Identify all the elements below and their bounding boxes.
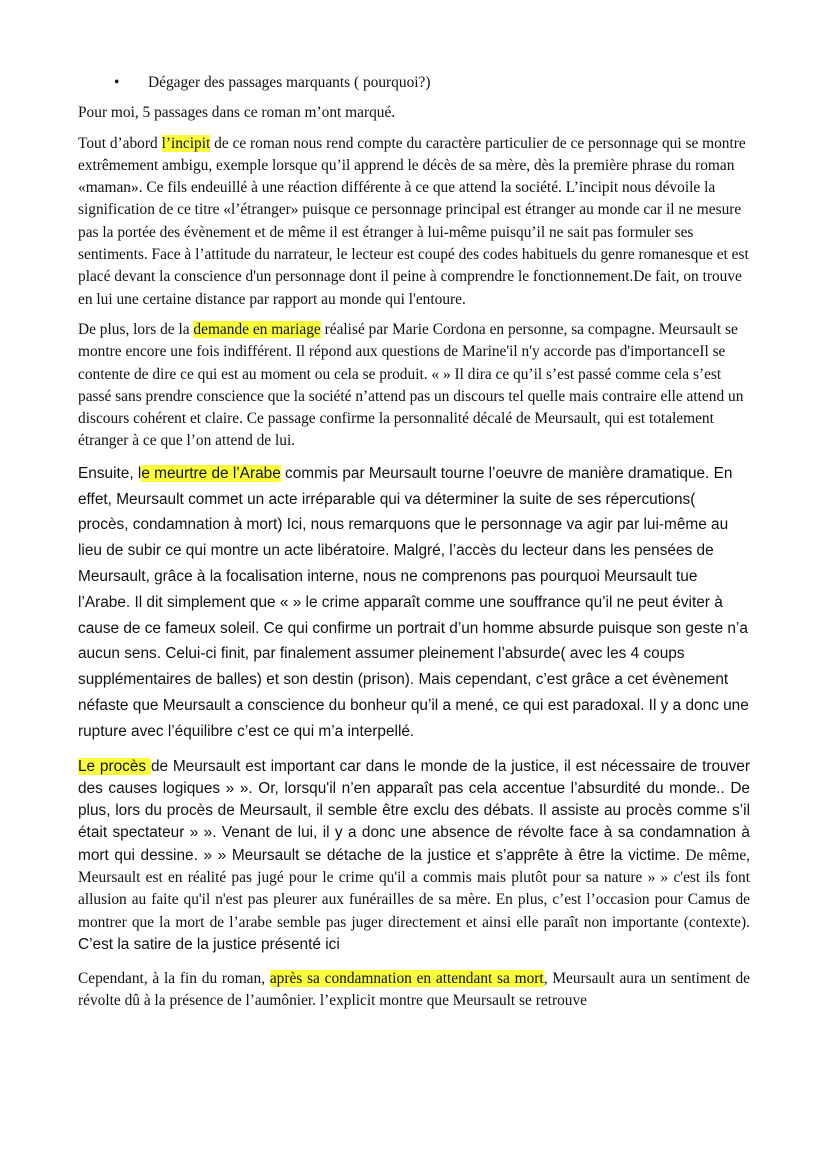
highlight-incipit: l’incipit (161, 134, 211, 152)
text-run: Ensuite, l (78, 464, 142, 482)
text-run: De même, Meursault est en réalité pas jugé pour le crime qu'il a commis mais plutôt pour sa nature » » c'est ils font allusion au faite qu'il n'est pas pleurer aux funérailles de sa mère. En plus, c’est l’occasion pour Camus de montrer que la mort de l’arabe semble pas juger directement et ainsi elle paraît non importante (contexte). (78, 846, 750, 931)
text-run: de Meursault est important car dans le monde de la justice, il est nécessaire de trouver des causes logiques » ». Or, lorsqu'il n’en apparaît pas cela accentue l’absurdité du monde.. De plus, lors du procès de Meursault, il semble être exclu des débats. Il assiste au procès comme s’il était spectateur » ». Venant de lui, il y a donc une absence de révolte face à sa condamnation à mort qui dessine. » » Meursault se détache de la justice et s’apprête à être la victime. (78, 757, 750, 864)
bullet-icon: • (114, 74, 120, 91)
text-run: C’est la satire de la justice présenté ici (78, 935, 340, 953)
document-page (78, 72, 750, 1013)
highlight-mariage: demande en mariage (193, 320, 321, 338)
text-run: De plus, lors de la (78, 320, 194, 338)
highlight-condamnation: après sa condamnation en attendant sa mort (269, 970, 544, 988)
paragraph-incipit (78, 133, 750, 311)
paragraph-mariage (78, 319, 750, 453)
text-run: commis par Meursault tourne l’oeuvre de manière dramatique. En effet, Meursault commet un acte irréparable qui va déterminer la suite de ses répercutions( procès, condamnation à mort) Ici, nous remarquons que le personnage va agir par lui-même au lieu de subir ce qui montre un acte libératoire. Malgré, l’accès du lecteur dans les pensées de Meursault, grâce à la focalisation interne, nous ne comprenons pas pourquoi Meursault tue l’Arabe. Il dit simplement que « » le crime apparaît comme une souffrance qu’il ne peut éviter à cause de ce fameux soleil. Ce qui confirme un portrait d’un homme absurde puisque son geste n’a aucun sens. Celui-ci finit, par finalement assumer pleinement l’absurde( avec les 4 coups supplémentaires de balles) et son destin (prison). Mais cependant, c’est grâce a cet évènement néfaste que Meursault a conscience du bonheur qu’il a mené, ce qui est paradoxal. Il y a donc une rupture avec l’équilibre c’est ce qui m’a interpellé. (78, 464, 749, 740)
text-run: Cependant, à la fin du roman, (78, 970, 270, 988)
paragraph-proces (78, 756, 750, 957)
text-run: Tout d’abord (78, 134, 162, 152)
text-run: , Meursault aura un sentiment de révolte dû à la présence de l’aumônier. l’explicit montre que Meursault se retrouve (78, 970, 751, 1010)
paragraph-condamnation (78, 968, 750, 1013)
bullet-text: Dégager des passages marquants ( pourquoi?) (148, 74, 431, 91)
bullet-item (78, 72, 750, 94)
highlight-meurtre: e meurtre de l’Arabe (141, 464, 281, 482)
paragraph-meurtre (78, 461, 750, 745)
text-run: de ce roman nous rend compte du caractère particulier de ce personnage qui se montre extrêmement ambigu, exemple lorsque qu’il apprend le décès de sa mère, dès la première phrase du roman «maman». Ce fils endeuillé à une réaction différente à ce que attend la société. L’incipit nous dévoile la signification de ce titre «l’étranger» puisque ce personnage principal est étranger au monde car il ne mesure pas la portée des évènement et de même il est étranger à lui-même puisqu’il ne sait pas formuler ses sentiments. Face à l’attitude du narrateur, le lecteur est coupé des codes habituels du genre romanesque et est placé devant la conscience d'un personnage dont il peine à comprendre le fonctionnement.De fait, on trouve en lui une certaine distance par rapport au monde qui l'entoure. (78, 134, 749, 308)
text-run: réalisé par Marie Cordona en personne, sa compagne. Meursault se montre encore une fois indifférent. Il répond aux questions de Marine'il n'y accorde pas d'importanceIl se contente de dire ce qui est au moment ou cela se produit. « » Il dira ce qu’il s’est passé comme cela s’est passé sans prendre conscience que la société n’attend pas un discours tel quelle mais contraire elle attend un discours cohérent et claire. Ce passage confirme la personnalité décalé de Meursault, qui est totalement étranger à ce que l’on attend de lui. (78, 320, 744, 450)
intro-line: Pour moi, 5 passages dans ce roman m’ont marqué. (78, 104, 396, 122)
highlight-proces: Le procès (78, 757, 151, 775)
